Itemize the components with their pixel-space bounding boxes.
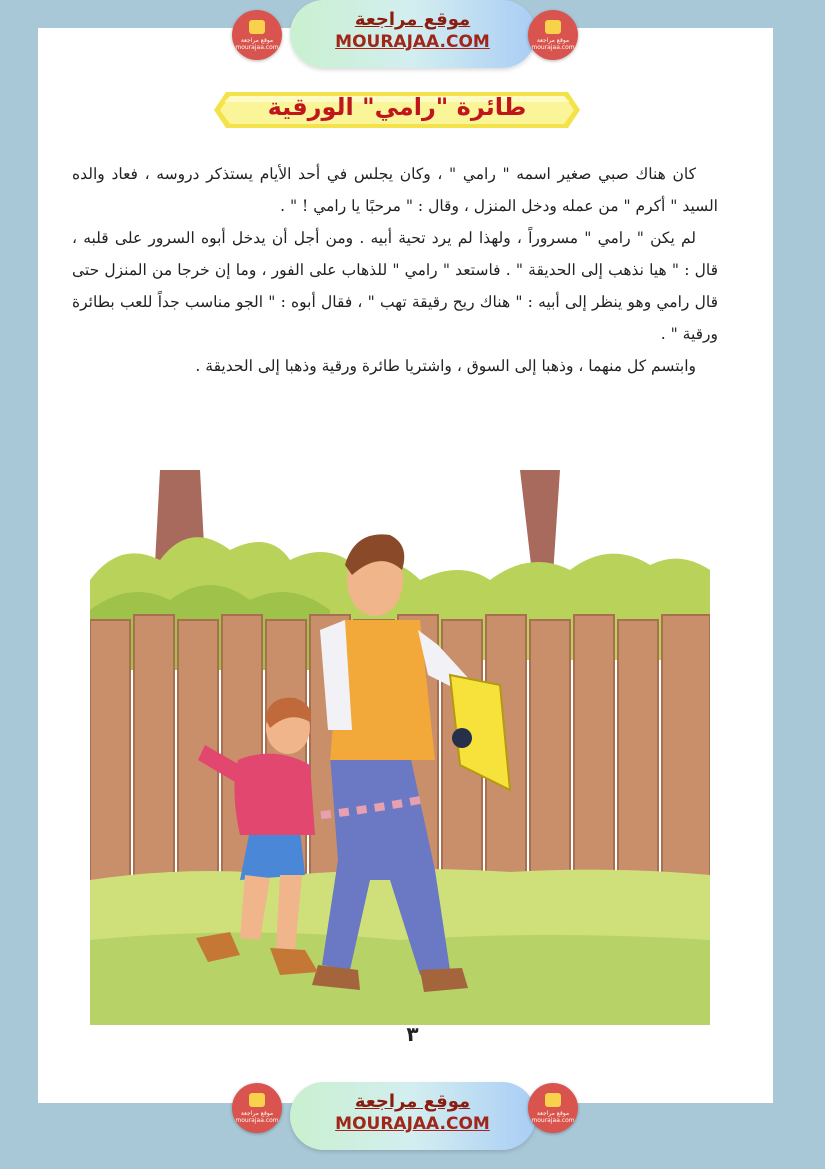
site-banner-bottom[interactable] bbox=[290, 1082, 536, 1150]
story-illustration bbox=[90, 470, 710, 1025]
story-title: طائرة "رامي" الورقية bbox=[267, 93, 527, 121]
story-text bbox=[72, 158, 718, 382]
site-name-english[interactable]: MOURAJAA.COM bbox=[335, 1114, 490, 1134]
story-paragraph: كان هناك صبي صغير اسمه " رامي " ، وكان يجلس في أحد الأيام يستذكر دروسه ، فعاد والده السيد " أكرم " من عمله ودخل المنزل ، وقال : " مرحبًا يا رامي ! " . bbox=[72, 165, 718, 215]
page-number: ٣ bbox=[406, 1022, 419, 1046]
site-banner-top[interactable] bbox=[290, 0, 536, 68]
site-name-arabic[interactable]: موقع مراجعة bbox=[354, 9, 471, 30]
site-name-english[interactable]: MOURAJAA.COM bbox=[335, 32, 490, 52]
site-name-arabic[interactable]: موقع مراجعة bbox=[354, 1091, 471, 1112]
site-badge-icon[interactable]: موقع مراجعة mourajaa.com bbox=[528, 10, 578, 60]
site-badge-icon[interactable]: موقع مراجعة mourajaa.com bbox=[232, 10, 282, 60]
site-badge-icon[interactable]: موقع مراجعة mourajaa.com bbox=[232, 1083, 282, 1133]
story-paragraph: وابتسم كل منهما ، وذهبا إلى السوق ، واشتريا طائرة ورقية وذهبا إلى الحديقة . bbox=[195, 357, 696, 375]
story-paragraph: لم يكن " رامي " مسروراً ، ولهذا لم يرد تحية أبيه . ومن أجل أن يدخل أبوه السرور على قلبه ، قال : " هيا نذهب إلى الحديقة " . فاستعد " رامي " للذهاب على الفور ، وما إن خرجا من المنزل حتى قال رامي وهو ينظر إلى أبيه : " هناك ريح رقيقة تهب " ، فقال أبوه : " الجو مناسب جداً للعب بطائرة ورقية " . bbox=[72, 229, 718, 343]
title-ribbon bbox=[212, 86, 582, 134]
site-badge-icon[interactable]: موقع مراجعة mourajaa.com bbox=[528, 1083, 578, 1133]
